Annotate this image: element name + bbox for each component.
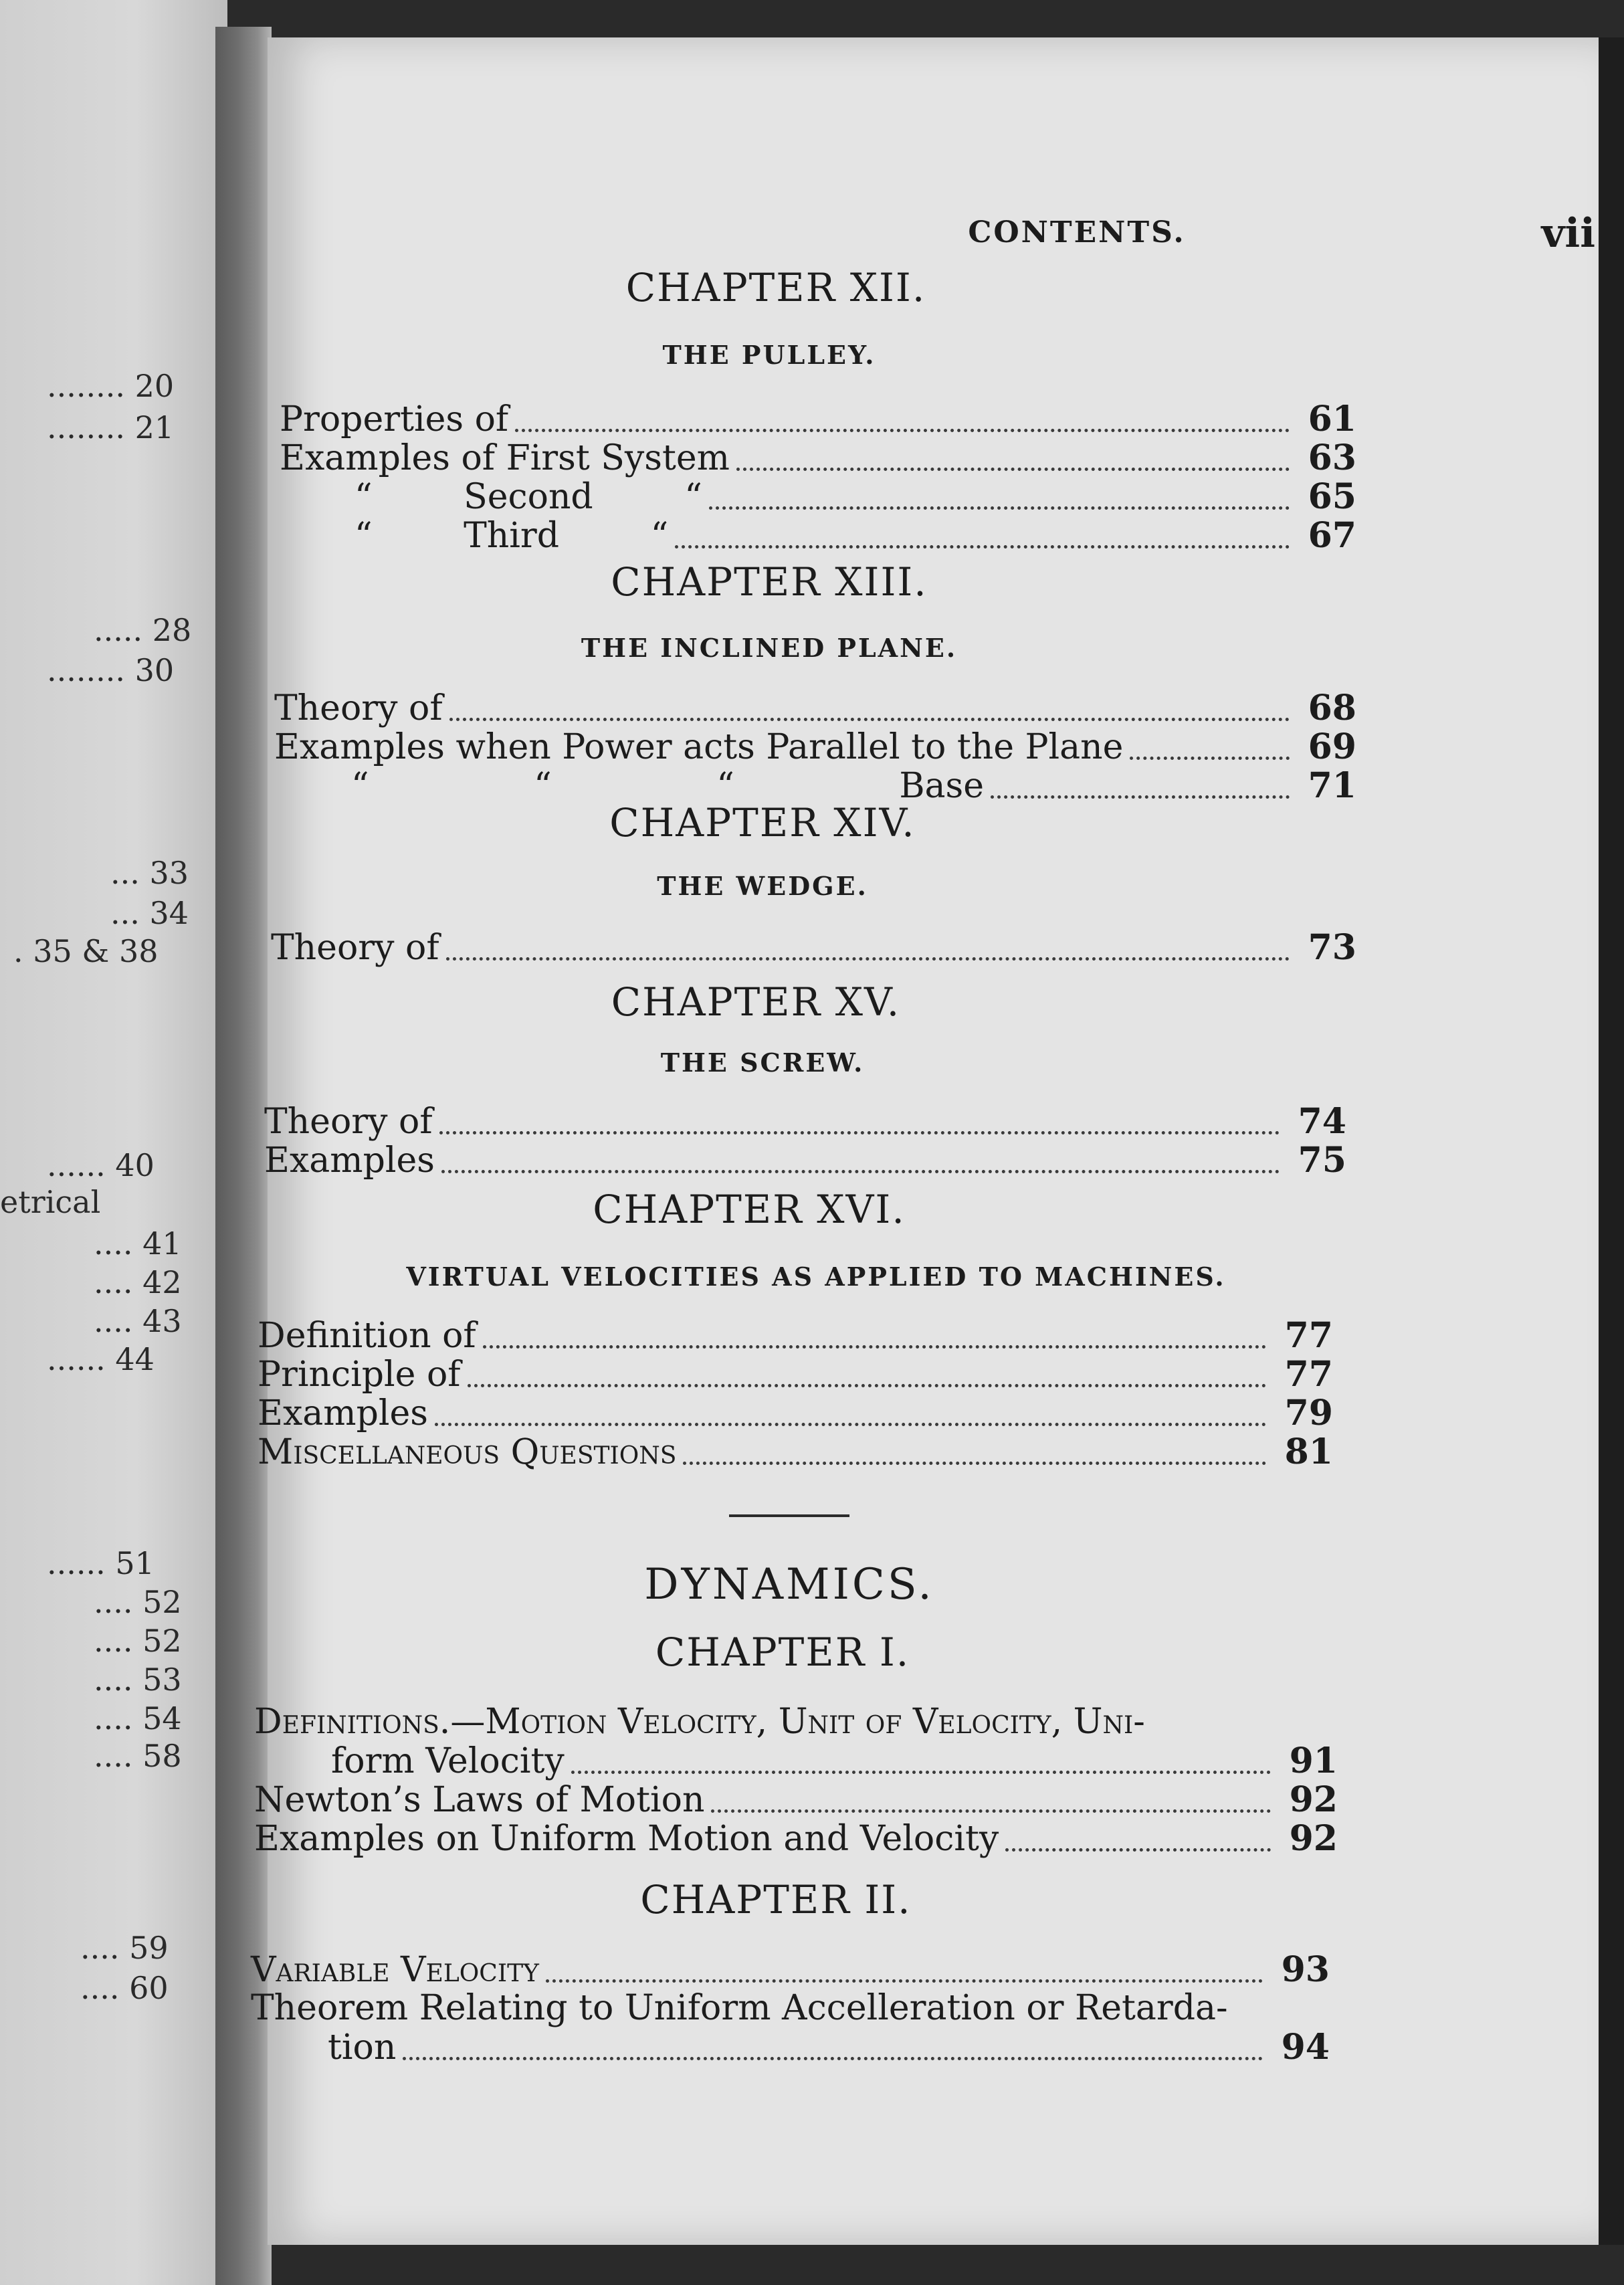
entry-label: Principle of [258, 1355, 461, 1395]
entry-page: 69 [1308, 726, 1356, 767]
chapter-heading: CHAPTER I. [655, 1629, 910, 1675]
toc-entry [280, 399, 1356, 439]
dot-leader [403, 2052, 1263, 2060]
dot-leader [439, 1126, 1280, 1134]
entry-page: 75 [1298, 1140, 1346, 1181]
toc-entry [354, 476, 1356, 516]
left-page-line: ........ 30 [47, 652, 175, 688]
chapter-subtitle: THE INCLINED PLANE. [581, 633, 958, 663]
toc-entry [264, 1140, 1346, 1180]
entry-label-continued: form Velocity [331, 1741, 565, 1781]
chapter-heading: CHAPTER II. [640, 1877, 912, 1922]
entry-page: 74 [1298, 1101, 1346, 1142]
toc-entry [354, 515, 1356, 555]
chapter-heading: CHAPTER XIII. [611, 559, 928, 605]
entry-page: 92 [1289, 1779, 1338, 1820]
toc-entry [258, 1354, 1333, 1394]
entry-page: 68 [1308, 688, 1356, 728]
dot-leader [468, 1379, 1267, 1387]
entry-label: Examples [264, 1140, 435, 1181]
entry-page: 77 [1284, 1315, 1333, 1356]
entry-page: 65 [1308, 476, 1356, 517]
toc-entry [274, 688, 1356, 728]
entry-label: Theory of [271, 928, 439, 968]
dot-leader [571, 1765, 1271, 1774]
scan-right-border [1599, 37, 1624, 2245]
chapter-heading: CHAPTER XIV. [609, 800, 916, 846]
dot-leader [683, 1456, 1266, 1465]
entry-label: Variable Velocity [251, 1950, 539, 1990]
entry-page: 61 [1308, 399, 1356, 439]
contents-page [251, 37, 1599, 2245]
entry-page: 67 [1308, 515, 1356, 556]
page-number: vii [1541, 210, 1595, 257]
dot-leader [991, 790, 1290, 799]
left-page-fragment [0, 0, 227, 2285]
entry-label: “ Third “ [354, 516, 669, 556]
left-page-line: ........ 20 [47, 368, 175, 404]
dot-leader [709, 501, 1290, 510]
entry-label: Miscellaneous Questions [258, 1432, 677, 1472]
entry-label: “ “ “ Base [351, 766, 985, 806]
chapter-subtitle: THE WEDGE. [657, 871, 868, 901]
dot-leader [1130, 751, 1290, 760]
left-page-line: ...... 51 [47, 1545, 155, 1581]
toc-entry [274, 726, 1356, 767]
chapter-heading: CHAPTER XII. [625, 265, 926, 310]
entry-page: 73 [1308, 927, 1356, 968]
left-page-line: ... 34 [110, 895, 189, 931]
entry-label: Examples when Power acts Parallel to the Plane [274, 727, 1124, 767]
dot-leader [711, 1804, 1271, 1813]
dot-leader [675, 540, 1290, 549]
toc-entry-line [254, 1702, 1338, 1742]
entry-page: 94 [1281, 2027, 1330, 2068]
toc-entry-line [251, 1988, 1330, 2028]
entry-label: Examples on Uniform Motion and Velocity [254, 1819, 999, 1859]
left-page-line: .... 60 [80, 1970, 169, 2006]
left-page-line: ..... 28 [94, 612, 192, 648]
part-title: DYNAMICS. [644, 1560, 934, 1609]
entry-page: 81 [1284, 1431, 1333, 1472]
entry-label-continued: tion [328, 2027, 397, 2068]
left-page-line: ... 33 [110, 855, 189, 891]
dot-leader [449, 712, 1290, 721]
entry-label: Newton’s Laws of Motion [254, 1780, 705, 1820]
dot-leader [446, 952, 1290, 961]
section-divider [729, 1514, 849, 1517]
toc-entry [258, 1431, 1333, 1472]
entry-page: 77 [1284, 1354, 1333, 1395]
toc-entry [331, 1741, 1338, 1781]
entry-label: Examples of First System [280, 438, 730, 478]
left-page-line: .... 41 [94, 1225, 182, 1262]
left-page-line: .... 42 [94, 1264, 182, 1300]
entry-page: 79 [1284, 1393, 1333, 1433]
toc-entry [254, 1779, 1338, 1819]
left-page-line: ...... 40 [47, 1147, 155, 1183]
toc-entry [280, 437, 1356, 478]
entry-label: “ Second “ [354, 477, 702, 517]
left-page-line: ...... 44 [47, 1341, 155, 1377]
book-gutter-shadow [215, 27, 272, 2285]
chapter-subtitle: VIRTUAL VELOCITIES AS APPLIED TO MACHINES. [406, 1262, 1226, 1292]
dot-leader [441, 1165, 1280, 1173]
entry-label: Examples [258, 1393, 428, 1433]
entry-page: 63 [1308, 437, 1356, 478]
left-page-line: .... 59 [80, 1930, 169, 1966]
toc-entry [328, 2027, 1330, 2067]
toc-entry [351, 765, 1356, 805]
toc-entry [264, 1101, 1346, 1141]
entry-label: Properties of [280, 399, 509, 439]
left-page-line: .... 54 [94, 1700, 182, 1736]
dot-leader [1005, 1843, 1271, 1852]
dot-leader [435, 1417, 1266, 1426]
left-page-line: etrical [0, 1184, 101, 1220]
entry-label: Theorem Relating to Uniform Accelleration or Retarda- [251, 1988, 1228, 2028]
left-page-line: . 35 & 38 [13, 933, 159, 969]
toc-entry [254, 1818, 1338, 1858]
entry-label: Definitions.—Motion Velocity, Unit of Velocity, Uni- [254, 1702, 1145, 1742]
dot-leader [483, 1340, 1266, 1349]
left-page-line: .... 43 [94, 1303, 182, 1339]
toc-entry [251, 1949, 1330, 1989]
entry-page: 92 [1289, 1818, 1338, 1859]
toc-entry [271, 927, 1356, 967]
left-page-line: ........ 21 [47, 409, 175, 445]
chapter-heading: CHAPTER XV. [611, 979, 901, 1025]
entry-label: Definition of [258, 1316, 476, 1356]
entry-label: Theory of [274, 688, 443, 728]
dot-leader [546, 1974, 1263, 1983]
dot-leader [515, 423, 1290, 432]
left-page-line: .... 52 [94, 1623, 182, 1659]
entry-page: 91 [1289, 1741, 1338, 1781]
left-page-line: .... 52 [94, 1584, 182, 1620]
left-page-line: .... 58 [94, 1738, 182, 1774]
entry-label: Theory of [264, 1102, 433, 1142]
left-page-line: .... 53 [94, 1662, 182, 1698]
toc-entry [258, 1393, 1333, 1433]
chapter-subtitle: THE PULLEY. [662, 340, 876, 370]
chapter-heading: CHAPTER XVI. [593, 1187, 906, 1232]
entry-page: 93 [1281, 1949, 1330, 1990]
toc-entry [258, 1315, 1333, 1355]
chapter-subtitle: THE SCREW. [660, 1048, 865, 1078]
dot-leader [736, 462, 1290, 471]
entry-page: 71 [1308, 765, 1356, 806]
running-head: CONTENTS. [968, 215, 1186, 250]
